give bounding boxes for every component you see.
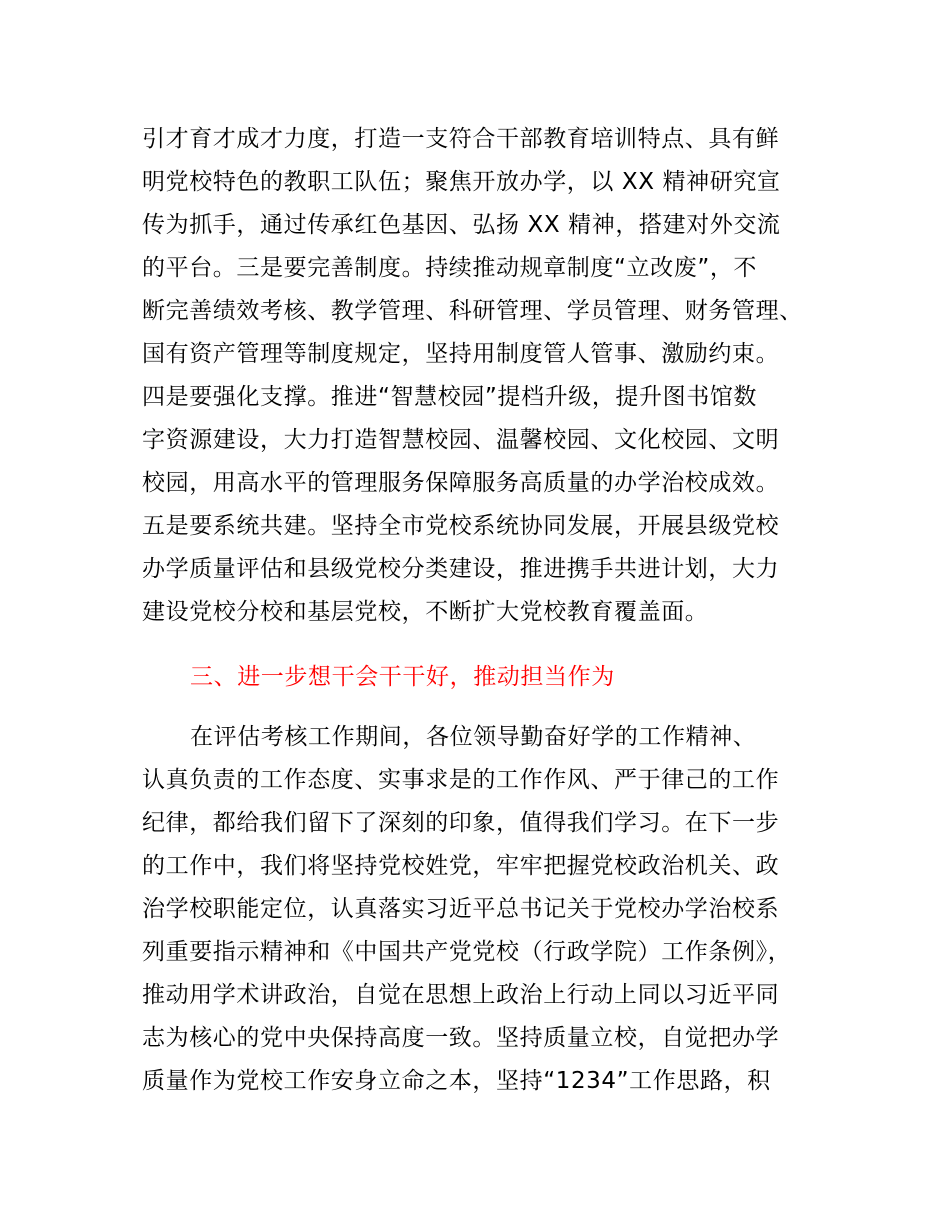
paragraph-line: 办学质量评估和县级党校分类建设，推进携手共进计划，大力 — [142, 556, 780, 582]
paragraph-line: 志为核心的党中央保持高度一致。坚持质量立校，自觉把办学 — [142, 1025, 780, 1051]
paragraph-line: 在评估考核工作期间，各位领导勤奋好学的工作精神、 — [190, 724, 757, 750]
paragraph-line: 质量作为党校工作安身立命之本，坚持“1234”工作思路，积 — [142, 1068, 771, 1094]
paragraph-line: 纪律，都给我们留下了深刻的印象，值得我们学习。在下一步 — [142, 810, 780, 836]
paragraph-line: 推动用学术讲政治，自觉在思想上政治上行动上同以习近平同 — [142, 982, 780, 1008]
paragraph-line: 校园，用高水平的管理服务保障服务高质量的办学治校成效。 — [142, 470, 780, 496]
paragraph-line: 建设党校分校和基层党校，不断扩大党校教育覆盖面。 — [142, 599, 709, 625]
paragraph-line: 断完善绩效考核、教学管理、科研管理、学员管理、财务管理、 — [142, 298, 803, 324]
paragraph-line: 列重要指示精神和《中国共产党党校（行政学院）工作条例》， — [142, 939, 792, 965]
paragraph-line: 五是要系统共建。坚持全市党校系统协同发展，开展县级党校 — [142, 513, 780, 539]
section-heading: 三、进一步想干会干干好，推动担当作为 — [190, 664, 615, 690]
paragraph-line: 国有资产管理等制度规定，坚持用制度管人管事、激励约束。 — [142, 341, 780, 367]
paragraph-line: 的平台。三是要完善制度。持续推动规章制度“立改废”，不 — [142, 255, 758, 281]
paragraph-line: 治学校职能定位，认真落实习近平总书记关于党校办学治校系 — [142, 896, 780, 922]
paragraph-line: 四是要强化支撑。推进“智慧校园”提档升级，提升图书馆数 — [142, 384, 758, 410]
paragraph-line: 引才育才成才力度，打造一支符合干部教育培训特点、具有鲜 — [142, 126, 780, 152]
paragraph-line: 的工作中，我们将坚持党校姓党，牢牢把握党校政治机关、政 — [142, 853, 780, 879]
paragraph-line: 认真负责的工作态度、实事求是的工作作风、严于律己的工作 — [142, 767, 780, 793]
paragraph-line: 字资源建设，大力打造智慧校园、温馨校园、文化校园、文明 — [142, 427, 780, 453]
paragraph-line: 明党校特色的教职工队伍；聚焦开放办学，以 XX 精神研究宣 — [142, 169, 781, 195]
paragraph-line: 传为抓手，通过传承红色基因、弘扬 XX 精神，搭建对外交流 — [142, 212, 781, 238]
